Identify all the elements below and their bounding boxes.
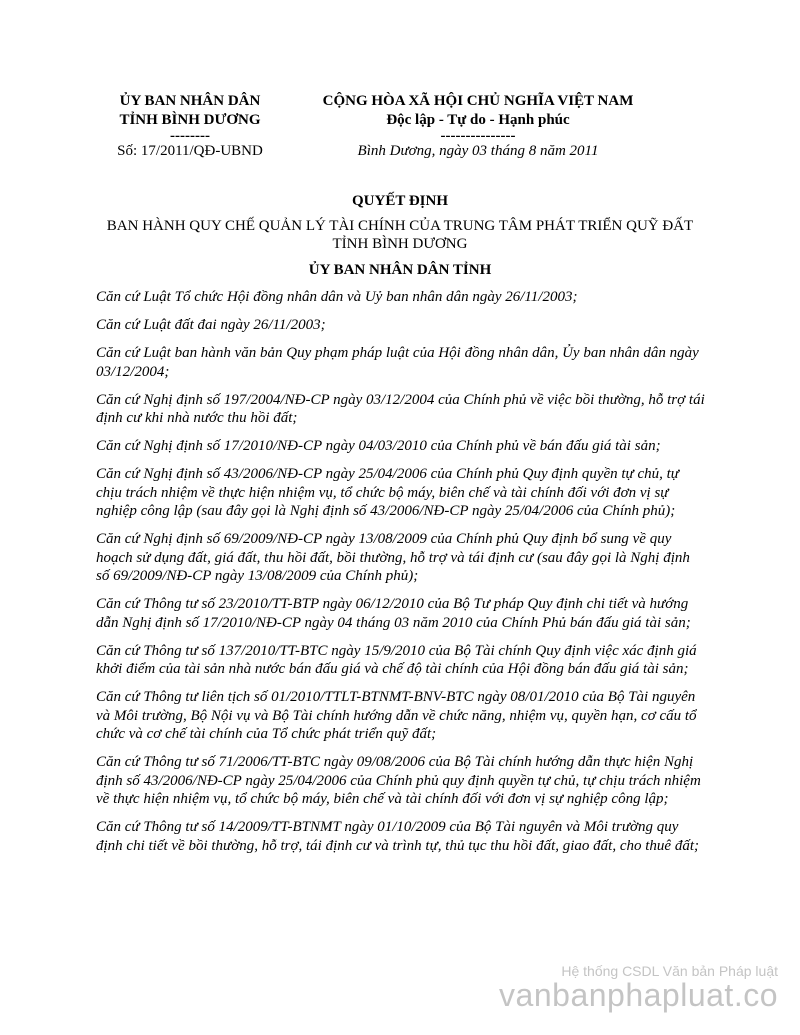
document-title: QUYẾT ĐỊNH bbox=[352, 193, 448, 209]
country-name: CỘNG HÒA XÃ HỘI CHỦ NGHĨA VIỆT NAM bbox=[322, 93, 634, 109]
legal-basis-paragraph: Căn cứ Thông tư số 71/2006/TT-BTC ngày 09/08/2006 của Bộ Tài chính hướng dẫn thực hiện Nghị định số 43/2006/NĐ-CP ngày 25/04/2006 của Chính phủ quy định quyền tự chủ, tự chịu trách nhiệm về thực hiện nhiệm vụ, tổ chức bộ máy, biên chế và tài chính đối với đơn vị sự nghiệp công lập; bbox=[96, 754, 701, 807]
legal-basis-paragraph: Căn cứ Luật ban hành văn bản Quy phạm pháp luật của Hội đồng nhân dân, Ủy ban nhân dân ngày 03/12/2004; bbox=[96, 345, 699, 380]
place-and-date: Bình Dương, ngày 03 tháng 8 năm 2011 bbox=[357, 143, 599, 159]
legal-basis-paragraph: Căn cứ Nghị định số 197/2004/NĐ-CP ngày 03/12/2004 của Chính phủ về việc bồi thường, hỗ trợ tái định cư khi nhà nước thu hồi đất; bbox=[96, 391, 705, 426]
legal-basis-paragraph: Căn cứ Thông tư số 137/2010/TT-BTC ngày 15/9/2010 của Bộ Tài chính Quy định việc xác định giá khởi điểm của tài sản nhà nước bán đấu giá và chế độ tài chính của Hội đồng bán đấu giá tài sản; bbox=[96, 642, 697, 677]
legal-basis-paragraph: Căn cứ Luật đất đai ngày 26/11/2003; bbox=[96, 317, 326, 333]
left-separator: -------- bbox=[170, 128, 210, 144]
legal-basis-paragraph: Căn cứ Nghị định số 69/2009/NĐ-CP ngày 13/08/2009 của Chính phủ Quy định bổ sung về quy hoạch sử dụng đất, giá đất, thu hồi đất, bồi thường, hỗ trợ và tái định cư (sau đây gọi là Nghị định số 69/2009/NĐ-CP ngày 13/08/2009 của Chính phủ); bbox=[96, 531, 690, 584]
legal-basis-paragraph: Căn cứ Luật Tổ chức Hội đồng nhân dân và Uỷ ban nhân dân ngày 26/11/2003; bbox=[96, 289, 578, 305]
authority-heading: ỦY BAN NHÂN DÂN TỈNH bbox=[308, 262, 492, 278]
legal-basis-paragraph: Căn cứ Thông tư số 14/2009/TT-BTNMT ngày 01/10/2009 của Bộ Tài nguyên và Môi trường quy định chi tiết về bồi thường, hỗ trợ, tái định cư và trình tự, thủ tục thu hồi đất, giao đất, cho thuê đất; bbox=[96, 819, 699, 854]
issuing-authority-block bbox=[100, 92, 280, 161]
legal-basis-paragraph: Căn cứ Nghị định số 43/2006/NĐ-CP ngày 25/04/2006 của Chính phủ Quy định quyền tự chủ, tự chịu trách nhiệm về thực hiện nhiệm vụ, tổ chức bộ máy, biên chế và tài chính đối với đơn vị sự nghiệp công lập (sau đây gọi là Nghị định số 43/2006/NĐ-CP ngày 25/04/2006 của Chính phủ); bbox=[96, 466, 679, 519]
watermark-site: vanbanphapluat.co bbox=[499, 977, 778, 1013]
national-motto: Độc lập - Tự do - Hạnh phúc bbox=[386, 112, 570, 128]
watermark-caption: Hệ thống CSDL Văn bản Pháp luật bbox=[561, 963, 778, 979]
issuing-org-line2: TỈNH BÌNH DƯƠNG bbox=[119, 112, 261, 128]
legal-basis-paragraph: Căn cứ Nghị định số 17/2010/NĐ-CP ngày 04/03/2010 của Chính phủ về bán đấu giá tài sản; bbox=[96, 438, 661, 454]
national-heading-block bbox=[288, 92, 668, 161]
document-header bbox=[0, 92, 800, 172]
legal-basis-paragraph: Căn cứ Thông tư số 23/2010/TT-BTP ngày 06/12/2010 của Bộ Tư pháp Quy định chi tiết và hướng dẫn Nghị định số 17/2010/NĐ-CP ngày 04 tháng 03 năm 2010 của Chính Phủ bán đấu giá tài sản; bbox=[96, 596, 691, 631]
document-number: Số: 17/2011/QĐ-UBND bbox=[117, 143, 263, 159]
document-subtitle: BAN HÀNH QUY CHẾ QUẢN LÝ TÀI CHÍNH CỦA TRUNG TÂM PHÁT TRIỂN QUỸ ĐẤT TỈNH BÌNH DƯƠNG bbox=[106, 218, 694, 252]
issuing-org-line1: ỦY BAN NHÂN DÂN bbox=[119, 93, 261, 109]
legal-basis-paragraph: Căn cứ Thông tư liên tịch số 01/2010/TTLT-BTNMT-BNV-BTC ngày 08/01/2010 của Bộ Tài nguyên và Môi trường, Bộ Nội vụ và Bộ Tài chính hướng dẫn về chức năng, nhiệm vụ, quyền hạn, cơ cấu tổ chức và cơ chế tài chính của Tổ chức phát triển quỹ đất; bbox=[96, 689, 697, 742]
legal-bases bbox=[96, 288, 706, 865]
right-separator: --------------- bbox=[440, 128, 516, 144]
